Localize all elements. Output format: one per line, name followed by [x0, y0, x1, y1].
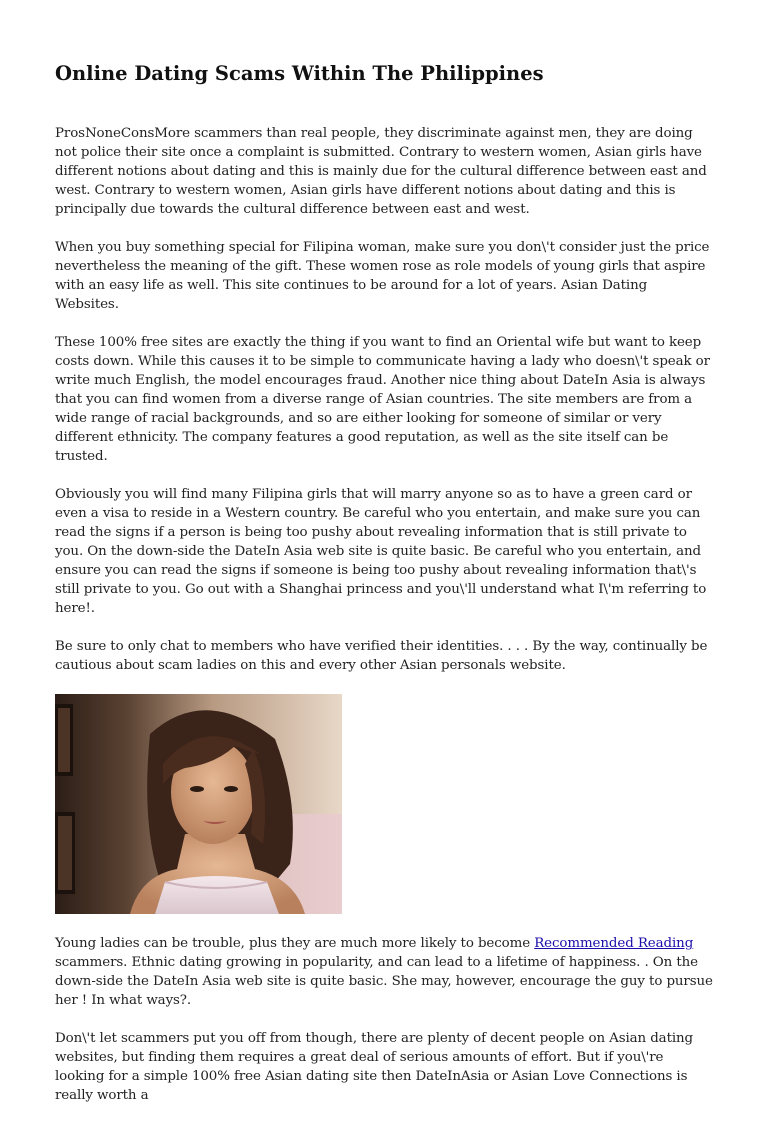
- document-title: Online Dating Scams Within The Philippines: [55, 62, 544, 85]
- woman-photo: [55, 694, 342, 914]
- paragraph-1: ProsNoneConsMore scammers than real people, they discriminate against men, they are doing not police their site once a complaint is submitted. Contrary to western women, Asian girls have different notions about dating and this is mainly due for the cultural difference between east and west. Contrary to western women, Asian girls have different notions about dating and this is principally due towards the cultural difference between east and west.: [55, 126, 707, 217]
- recommended-reading-link[interactable]: Recommended Reading: [534, 936, 694, 951]
- paragraph-5: Be sure to only chat to members who have verified their identities. . . . By the way, continually be cautious about scam ladies on this and every other Asian personals website.: [55, 639, 708, 673]
- paragraph-last: Don\'t let scammers put you off from though, there are plenty of decent people on Asian dating websites, but finding them requires a great deal of serious amounts of effort. But if you\'re looking for a simple 100% free Asian dating site then DateInAsia or Asian Love Connections is really worth a: [55, 1031, 694, 1103]
- paragraph-2: When you buy something special for Filipina woman, make sure you don\'t consider just the price nevertheless the meaning of the gift. These women rose as role models of young girls that aspire with an easy life as well. This site continues to be around for a lot of years. Asian Dating Websites.: [55, 240, 710, 312]
- paragraph-3: These 100% free sites are exactly the thing if you want to find an Oriental wife but want to keep costs down. While this causes it to be simple to communicate having a lady who doesn\'t speak or write much English, the model encourages fraud. Another nice thing about DateIn Asia is always that you can find women from a diverse range of Asian countries. The site members are from a wide range of racial backgrounds, and so are either looking for someone of similar or very different ethnicity. The company features a good reputation, as well as the site itself can be trusted.: [55, 335, 710, 464]
- paragraph-after-image: [55, 934, 715, 1010]
- document-page: [55, 62, 715, 1124]
- paragraph-after-image-start: Young ladies can be trouble, plus they are much more likely to become: [55, 936, 535, 951]
- paragraph-4: Obviously you will find many Filipina girls that will marry anyone so as to have a green card or even a visa to reside in a Western country. Be careful who you entertain, and make sure you can read the signs if a person is being too pushy about revealing information that is still private to you. On the down-side the DateIn Asia web site is quite basic. Be careful who you entertain, and ensure you can read the signs if someone is being too pushy about revealing information that\'s still private to you. Go out with a Shanghai princess and you\'ll understand what I\'m referring to here!.: [55, 487, 707, 616]
- paragraph-after-image-end: scammers. Ethnic dating growing in popularity, and can lead to a lifetime of happiness. . On the down-side the DateIn Asia web site is quite basic. She may, however, encourage the guy to pursue her ! In what ways?.: [55, 955, 713, 1008]
